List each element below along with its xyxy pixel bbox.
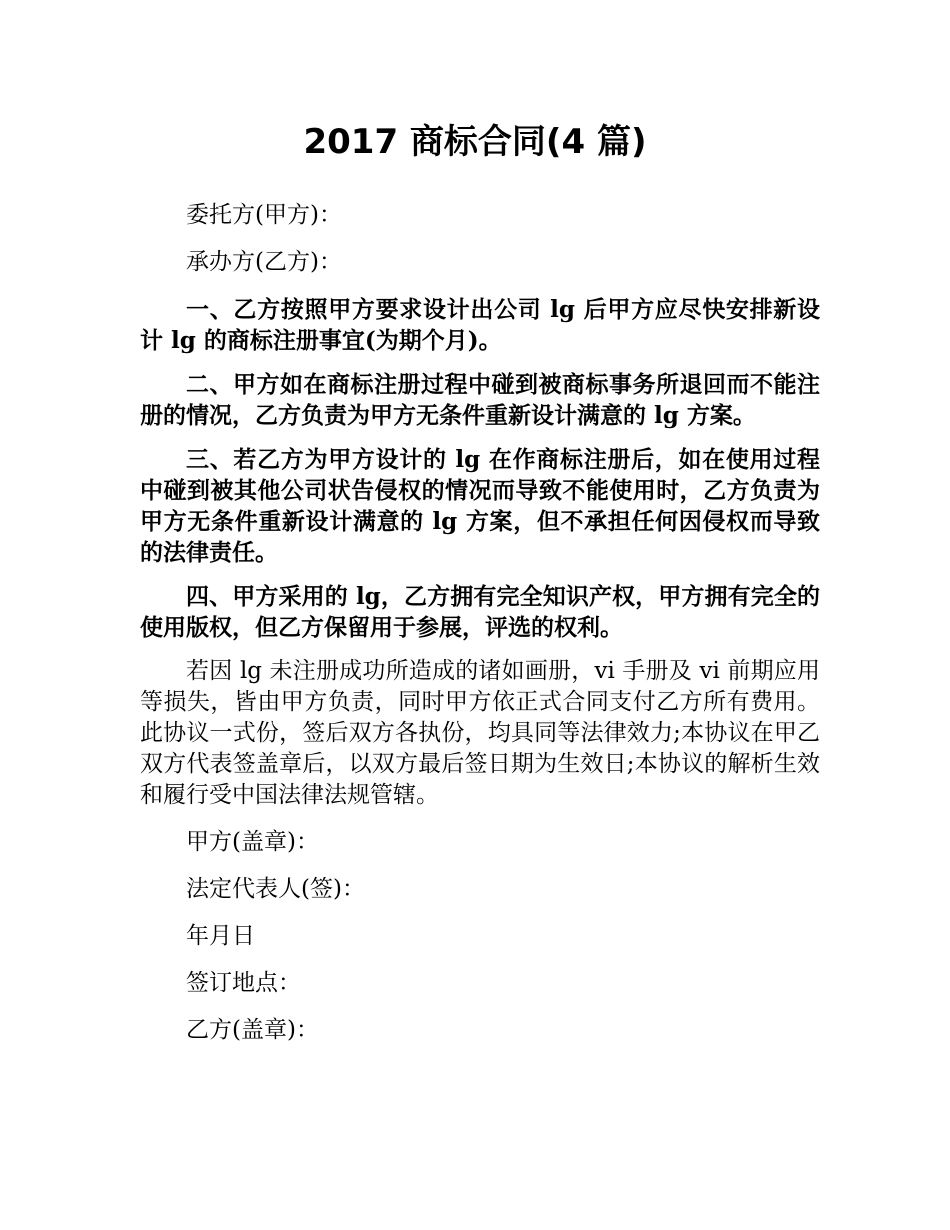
paragraph-terms: 若因 lg 未注册成功所造成的诸如画册，vi 手册及 vi 前期应用等损失，皆由甲方负责，同时甲方依正式合同支付乙方所有费用。此协议一式份，签后双方各执份，均具同等法律效力;本协议在甲乙双方代表签盖章后，以双方最后签日期为生效日;本协议的解析生效和履行受中国法律法规管辖。 [140, 658, 820, 808]
paragraph-clause-2: 二、甲方如在商标注册过程中碰到被商标事务所退回而不能注册的情况，乙方负责为甲方无条件重新设计满意的 lg 方案。 [140, 371, 820, 429]
paragraph-client-party: 委托方(甲方)： [186, 202, 342, 228]
paragraph-party-a-seal: 甲方(盖章)： [186, 829, 319, 855]
paragraph-date: 年月日 [186, 923, 255, 949]
paragraph-clause-4: 四、甲方采用的 lg，乙方拥有完全知识产权，甲方拥有完全的使用版权，但乙方保留用于参展，评选的权利。 [140, 583, 820, 641]
paragraph-clause-1: 一、乙方按照甲方要求设计出公司 lg 后甲方应尽快安排新设计 lg 的商标注册事宜(为期个月)。 [140, 296, 820, 354]
document-body [140, 200, 820, 1046]
paragraph-contractor-party: 承办方(乙方)： [186, 249, 342, 275]
paragraph-legal-representative: 法定代表人(签)： [186, 876, 365, 902]
paragraph-signing-place: 签订地点： [186, 970, 301, 996]
paragraph-clause-3: 三、若乙方为甲方设计的 lg 在作商标注册后，如在使用过程中碰到被其他公司状告侵权的情况而导致不能使用时，乙方负责为甲方无条件重新设计满意的 lg 方案，但不承担任何因侵权而导致的法律责任。 [140, 446, 820, 566]
paragraph-party-b-seal: 乙方(盖章)： [186, 1017, 319, 1043]
document-title: 2017 商标合同(4 篇) [303, 122, 647, 162]
